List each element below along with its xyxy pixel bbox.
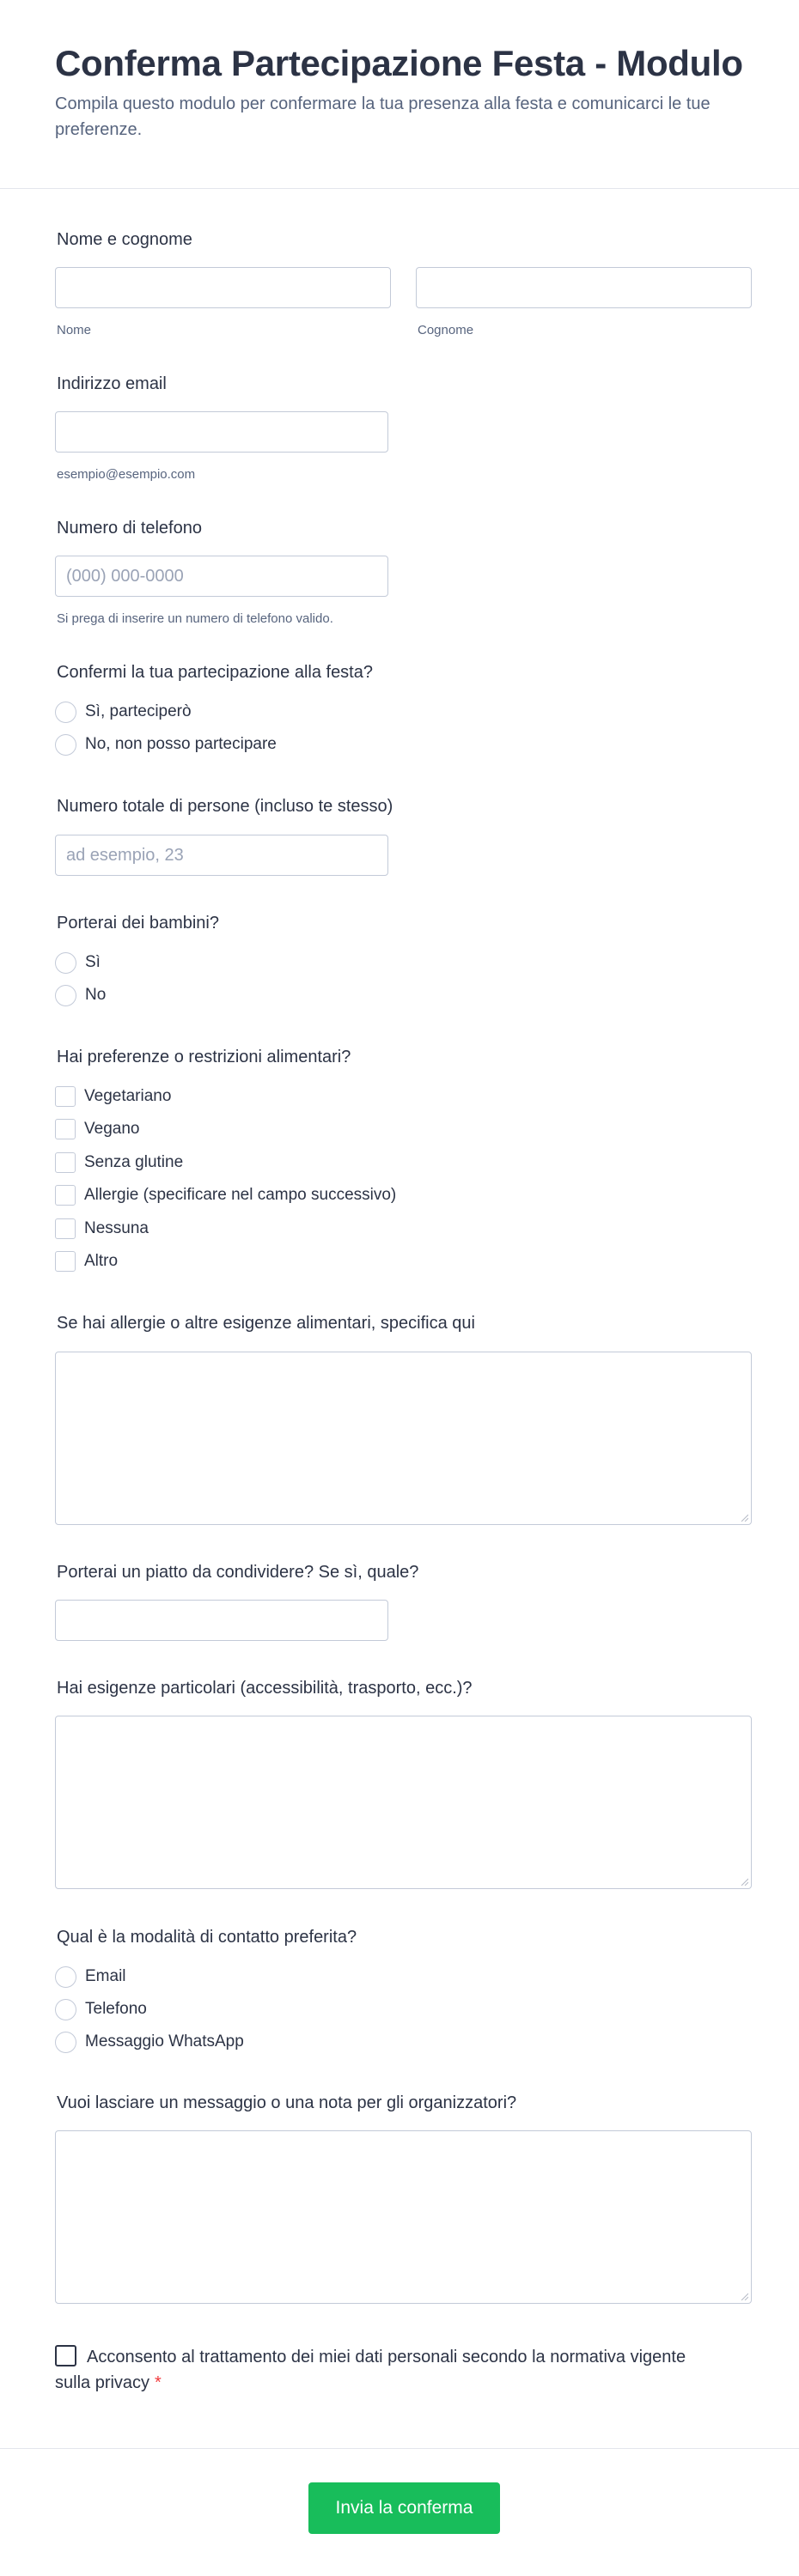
email-input[interactable] <box>55 411 388 453</box>
attendance-option-no[interactable] <box>55 732 277 756</box>
first-name-input[interactable] <box>55 267 391 308</box>
form-subtitle: Compila questo modulo per confermare la tua presenza alla festa e comunicarci le tue preferenze. <box>55 94 711 139</box>
form-header <box>0 0 799 189</box>
required-star: * <box>155 2373 162 2392</box>
diet-option-other[interactable] <box>55 1249 118 1273</box>
message-label: Vuoi lasciare un messaggio o una nota per gli organizzatori? <box>57 2093 517 2112</box>
checkbox[interactable] <box>55 1185 76 1206</box>
message-textarea[interactable] <box>55 2130 752 2304</box>
option-label: Senza glutine <box>84 1153 184 1171</box>
form-title: Conferma Partecipazione Festa - Modulo <box>55 43 743 83</box>
option-label: Allergie (specificare nel campo successivo) <box>84 1186 397 1204</box>
option-label: Nessuna <box>84 1219 149 1237</box>
footer-divider <box>0 2448 799 2449</box>
radio-button[interactable] <box>55 952 76 974</box>
dish-input[interactable] <box>55 1600 388 1641</box>
children-option-no[interactable] <box>55 983 106 1007</box>
radio-button[interactable] <box>55 1966 76 1988</box>
needs-textarea[interactable] <box>55 1716 752 1889</box>
diet-label: Hai preferenze o restrizioni alimentari? <box>57 1048 351 1066</box>
diet-option-none[interactable] <box>55 1217 149 1241</box>
children-label: Porterai dei bambini? <box>57 914 219 933</box>
checkbox[interactable] <box>55 1086 76 1107</box>
contact-label: Qual è la modalità di contatto preferita? <box>57 1928 357 1947</box>
option-label: Vegano <box>84 1120 140 1138</box>
submit-button[interactable]: Invia la conferma <box>308 2482 500 2534</box>
children-option-yes[interactable] <box>55 951 101 975</box>
email-label: Indirizzo email <box>57 374 167 393</box>
phone-label: Numero di telefono <box>57 519 202 538</box>
option-label: Sì, parteciperò <box>85 702 192 720</box>
checkbox[interactable] <box>55 1218 76 1239</box>
consent-checkbox[interactable] <box>55 2345 76 2366</box>
option-label: Vegetariano <box>84 1087 172 1105</box>
resize-grip-icon[interactable] <box>740 1513 748 1522</box>
option-label: Messaggio WhatsApp <box>85 2032 244 2050</box>
option-label: Altro <box>84 1252 119 1270</box>
radio-button[interactable] <box>55 702 76 723</box>
option-label: No <box>85 986 107 1004</box>
resize-grip-icon[interactable] <box>740 2292 748 2300</box>
consent-row[interactable] <box>55 2344 708 2396</box>
radio-button[interactable] <box>55 2032 76 2053</box>
contact-option-email[interactable] <box>55 1965 126 1989</box>
checkbox[interactable] <box>55 1119 76 1139</box>
checkbox[interactable] <box>55 1152 76 1173</box>
resize-grip-icon[interactable] <box>740 1877 748 1886</box>
last-name-input[interactable] <box>416 267 752 308</box>
dish-label: Porterai un piatto da condividere? Se sì, quale? <box>57 1563 419 1582</box>
attendance-option-yes[interactable] <box>55 700 192 724</box>
needs-label: Hai esigenze particolari (accessibilità, trasporto, ecc.)? <box>57 1679 473 1698</box>
contact-option-phone[interactable] <box>55 1997 147 2021</box>
phone-input[interactable] <box>55 556 388 597</box>
radio-button[interactable] <box>55 1999 76 2020</box>
diet-option-vegan[interactable] <box>55 1117 139 1141</box>
guests-label: Numero totale di persone (incluso te stesso) <box>57 797 393 816</box>
email-sublabel: esempio@esempio.com <box>57 467 196 482</box>
option-label: No, non posso partecipare <box>85 735 277 753</box>
full-name-label: Nome e cognome <box>57 230 192 249</box>
first-name-sublabel: Nome <box>57 323 92 337</box>
checkbox[interactable] <box>55 1251 76 1272</box>
allergies-label: Se hai allergie o altre esigenze alimentari, specifica qui <box>57 1314 475 1333</box>
option-label: Email <box>85 1967 126 1985</box>
diet-option-vegetarian[interactable] <box>55 1084 171 1109</box>
allergies-textarea[interactable] <box>55 1352 752 1525</box>
attendance-label: Confermi la tua partecipazione alla festa? <box>57 663 373 682</box>
last-name-sublabel: Cognome <box>418 323 474 337</box>
diet-option-allergies[interactable] <box>55 1183 396 1207</box>
radio-button[interactable] <box>55 985 76 1006</box>
option-label: Sì <box>85 953 101 971</box>
phone-sublabel: Si prega di inserire un numero di telefono valido. <box>57 611 333 626</box>
diet-option-gluten-free[interactable] <box>55 1151 183 1175</box>
consent-text: Acconsento al trattamento dei miei dati personali secondo la normativa vigente sulla privacy <box>55 2348 686 2392</box>
contact-option-whatsapp[interactable] <box>55 2030 244 2054</box>
radio-button[interactable] <box>55 734 76 756</box>
guests-input[interactable] <box>55 835 388 876</box>
option-label: Telefono <box>85 2000 147 2018</box>
